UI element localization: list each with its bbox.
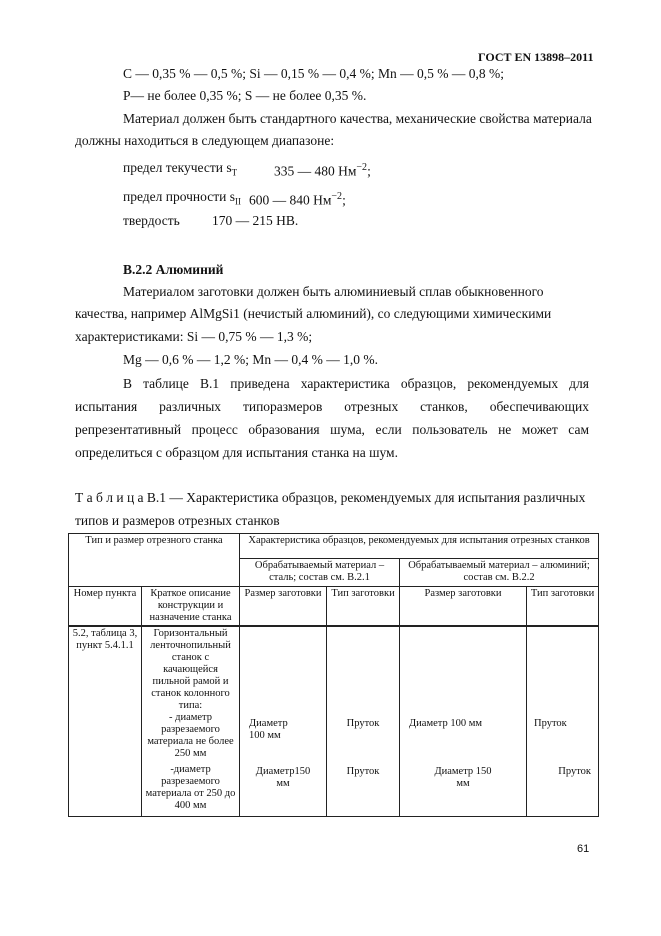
- steel-size-b: Диаметр150 мм: [255, 766, 311, 789]
- strength-value: [249, 188, 346, 209]
- description-option-a: - диаметр разрезаемого материала не более 250 мм: [147, 712, 234, 759]
- paragraph-line: характеристиками: Si — 0,75 % — 1,3 %;: [75, 329, 313, 344]
- yield-value-text: 335 — 480 Нм: [274, 163, 357, 179]
- hardness-value: 170 — 215 НВ.: [212, 213, 299, 228]
- table-cell-alu-size: [400, 626, 527, 816]
- page-number: 61: [577, 843, 590, 855]
- header-alu-size: Размер заготовки: [400, 587, 527, 627]
- paragraph-line: В таблице В.1 приведена характеристика образцов, рекомендуемых для: [123, 376, 589, 391]
- paragraph-line: испытания различных типоразмеров отрезных станков, обеспечивающих: [75, 399, 589, 414]
- yield-value: [274, 159, 371, 180]
- impurities-line: Р— не более 0,35 %; S — не более 0,35 %.: [123, 88, 367, 103]
- header-steel: Обрабатываемый материал – сталь; состав см. В.2.1: [240, 559, 400, 587]
- description-option-b: -диаметр разрезаемого материала от 250 до 400 мм: [145, 764, 236, 811]
- description-intro: Горизонтальный ленточнопильный станок с качающейся пильной рамой и станок колонного типа:: [150, 628, 231, 711]
- document-header: ГОСТ EN 13898–2011: [478, 50, 594, 64]
- strength-label: предел прочности s: [123, 189, 235, 204]
- table-cell-item-number: [69, 626, 142, 816]
- header-machine-type: Тип и размер отрезного станка: [69, 534, 240, 587]
- table-cell-alu-kind: [527, 626, 599, 816]
- paragraph-line: Mg — 0,6 % — 1,2 %; Mn — 0,4 % — 1,0 %.: [123, 352, 378, 367]
- strength-exponent: −2: [331, 191, 343, 202]
- yield-end: ;: [367, 163, 371, 179]
- strength-sub: II: [234, 196, 241, 207]
- yield-exponent: −2: [356, 162, 368, 173]
- paragraph-line: качества, например AlMgSi1 (нечистый алюминий), со следующими химическими: [75, 306, 552, 321]
- hardness-label: твердость: [123, 213, 180, 228]
- paragraph-line: должны находиться в следующем диапазоне:: [75, 133, 335, 148]
- tensile-strength-line: [123, 188, 241, 211]
- item-number-text: 5.2, таблица 3, пункт 5.4.1.1: [72, 628, 138, 651]
- specs-table: [68, 533, 599, 817]
- paragraph-line: Материалом заготовки должен быть алюминиевый сплав обыкновенного: [123, 284, 544, 299]
- table-cell-description: [142, 626, 240, 816]
- alu-kind-a: Пруток: [534, 718, 567, 729]
- header-alu-kind: Тип заготовки: [527, 587, 599, 627]
- steel-kind-b: Пруток: [346, 766, 380, 777]
- alu-kind-b: Пруток: [558, 766, 592, 777]
- section-title: В.2.2 Алюминий: [123, 262, 224, 277]
- paragraph-line: Материал должен быть стандартного качества, механические свойства материала: [123, 111, 592, 126]
- steel-size-a: Диаметр 100 мм: [249, 718, 288, 741]
- alu-size-b: Диаметр 150 мм: [434, 766, 492, 789]
- strength-value-text: 600 — 840 Нм: [249, 192, 332, 208]
- chem-composition-line: С — 0,35 % — 0,5 %; Si — 0,15 % — 0,4 %; Mn — 0,5 % — 0,8 %;: [123, 66, 504, 81]
- header-description: Краткое описание конструкции и назначение станка: [142, 587, 240, 627]
- paragraph-line: репрезентативный процесс образования шума, если пользователь не может сам: [75, 422, 589, 437]
- header-steel-kind: Тип заготовки: [327, 587, 400, 627]
- header-item-number: Номер пункта: [69, 587, 142, 627]
- header-aluminium: Обрабатываемый материал – алюминий; состав см. В.2.2: [400, 559, 599, 587]
- strength-end: ;: [342, 192, 346, 208]
- header-steel-size: Размер заготовки: [240, 587, 327, 627]
- alu-size-a: Диаметр 100 мм: [409, 718, 483, 729]
- yield-sub: T: [231, 167, 238, 178]
- header-characteristics: Характеристика образцов, рекомендуемых для испытания отрезных станков: [240, 534, 599, 559]
- table-cell-steel-size: [240, 626, 327, 816]
- yield-label: предел текучести s: [123, 160, 232, 175]
- paragraph-line: определиться с образцом для испытания станка на шум.: [75, 445, 398, 460]
- table-caption: типов и размеров отрезных станков: [75, 513, 280, 528]
- steel-kind-a: Пруток: [346, 718, 380, 729]
- yield-strength-line: [123, 159, 237, 182]
- table-caption: Т а б л и ц а В.1 — Характеристика образцов, рекомендуемых для испытания различных: [75, 490, 586, 505]
- table-cell-steel-kind: [327, 626, 400, 816]
